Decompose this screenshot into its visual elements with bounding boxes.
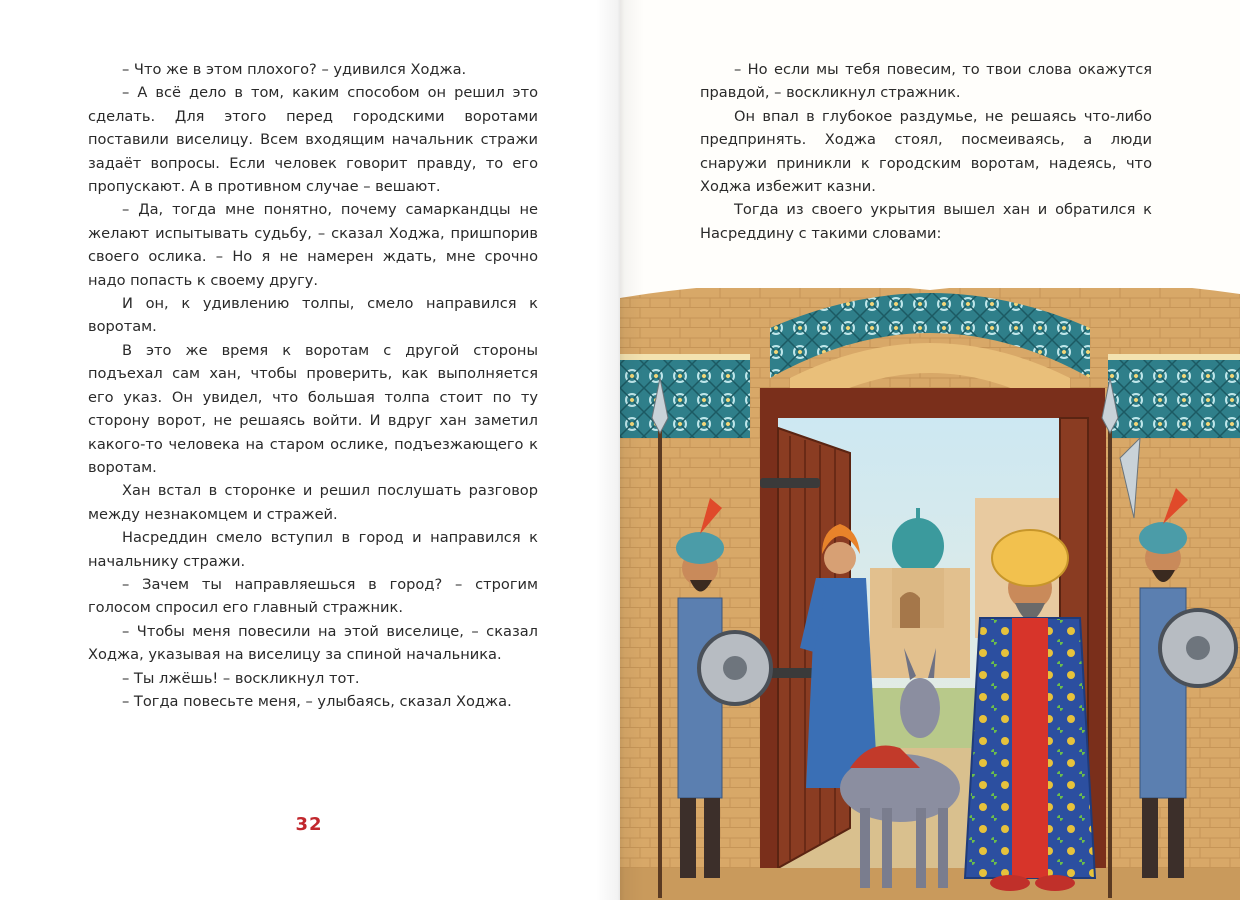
gate-frame bbox=[760, 388, 1105, 418]
paragraph: Он впал в глубокое раздумье, не решаясь что-либо предпринять. Ходжа стоял, посмеиваясь, а люди снаружи приникли к городским воротам, надеясь, что Ходжа избежит казни. bbox=[700, 107, 1152, 196]
paragraph: – Да, тогда мне понятно, почему самаркандцы не желают испытывать судьбу, – сказал Ходжа, пришпорив своего ослика. – Но я не намерен ждать, мне срочно надо попасть к своему другу. bbox=[88, 201, 538, 289]
right-page-text bbox=[700, 58, 1152, 245]
paragraph: – Чтобы меня повесили на этой виселице, – сказал Ходжа, указывая на виселицу за спиной начальника. bbox=[88, 622, 538, 664]
paragraph: Хан встал в сторонке и решил послушать разговор между незнакомцем и стражей. bbox=[88, 482, 538, 523]
paragraph: – Тогда повесьте меня, – улыбаясь, сказал Ходжа. bbox=[122, 692, 512, 710]
left-page-text bbox=[88, 58, 538, 713]
paragraph: И он, к удивлению толпы, смело направился к воротам. bbox=[88, 295, 538, 336]
tile-band-right bbox=[1108, 358, 1240, 438]
paragraph: – Но если мы тебя повесим, то твои слова окажутся правдой, – воскликнул стражник. bbox=[700, 61, 1152, 102]
paragraph: – Что же в этом плохого? – удивился Ходжа. bbox=[122, 61, 467, 78]
paragraph: – А всё дело в том, каким способом он решил это сделать. Для этого перед городскими воротами поставили виселицу. Всем входящим начальник стражи задаёт вопросы. Если человек говорит правду, то его пропускают. А в противном случае – вешают. bbox=[88, 84, 538, 196]
paragraph: – Зачем ты направляешься в город? – строгим голосом спросил его главный стражник. bbox=[88, 575, 538, 617]
paragraph: В это же время к воротам с другой стороны подъехал сам хан, чтобы проверить, как выполняется его указ. Он увидел, что большая толпа стоит по ту сторону ворот, не решаясь войти. И вдруг хан заметил какого-то человека на старом ослике, подъезжающего к воротам. bbox=[88, 341, 538, 476]
tile-band-left bbox=[620, 358, 750, 438]
right-page bbox=[620, 0, 1240, 900]
city-gate-illustration bbox=[620, 268, 1240, 900]
illustration-svg bbox=[620, 268, 1240, 900]
paragraph: Насреддин смело вступил в город и направился к начальнику стражи. bbox=[88, 529, 538, 570]
khan-turban bbox=[992, 530, 1068, 586]
page-number: 32 bbox=[295, 814, 323, 835]
paragraph: – Ты лжёшь! – воскликнул тот. bbox=[122, 669, 360, 687]
dome bbox=[892, 518, 944, 574]
paragraph: Тогда из своего укрытия вышел хан и обратился к Насреддину с такими словами: bbox=[700, 201, 1152, 242]
left-page bbox=[0, 0, 618, 900]
